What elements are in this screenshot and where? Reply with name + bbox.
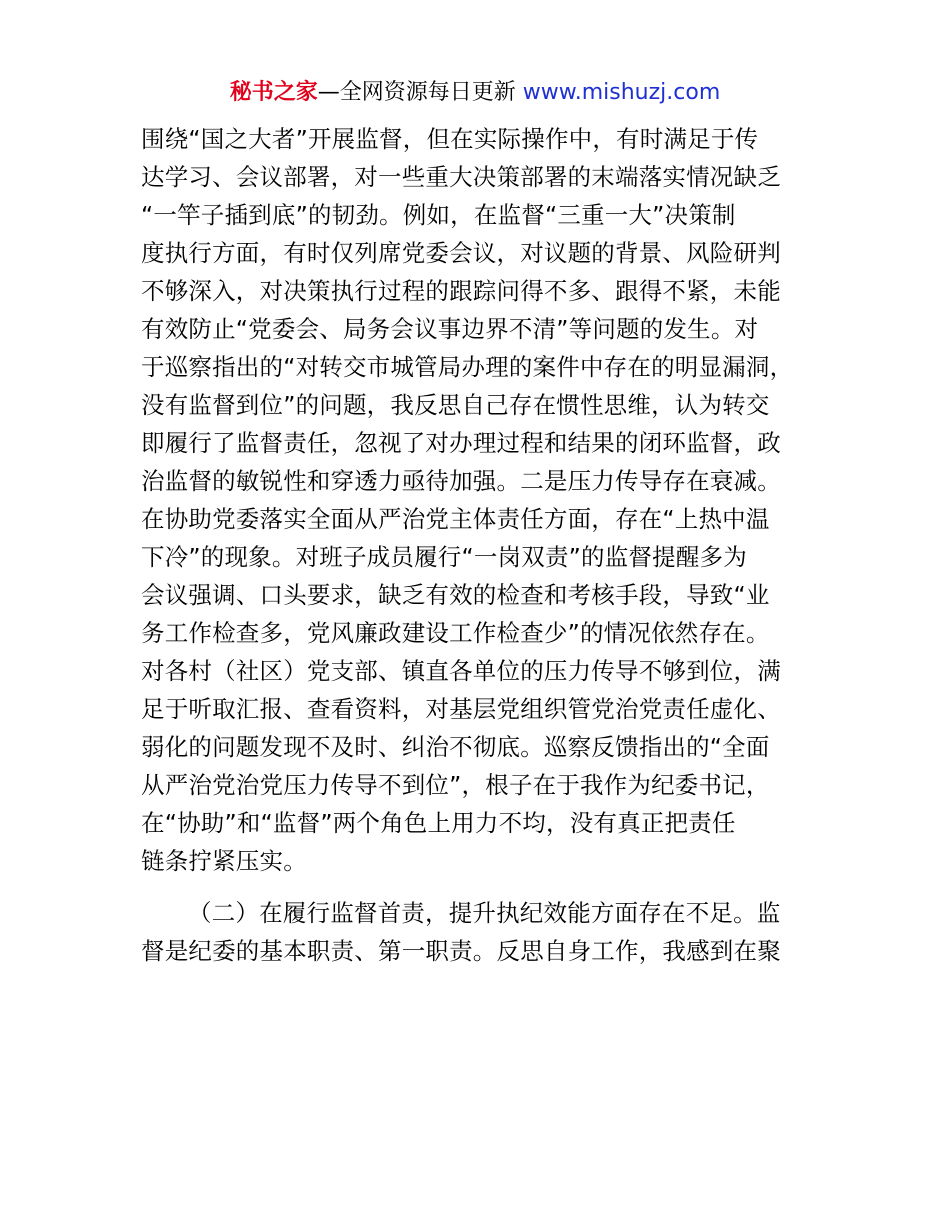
text-line: 于巡察指出的“对转交市城管局办理的案件中存在的明显漏洞， (141, 353, 794, 381)
text-line: 度执行方面，有时仅列席党委会议，对议题的背景、风险研判 (141, 239, 781, 267)
paragraph-gap (141, 880, 841, 894)
site-brand: 秘书之家 (229, 80, 318, 105)
text-line: 达学习、会议部署，对一些重大决策部署的末端落实情况缺乏 (141, 163, 781, 191)
text-line: 即履行了监督责任，忽视了对办理过程和结果的闭环监督，政 (141, 429, 781, 457)
text-line: 有效防止“党委会、局务会议事边界不清”等问题的发生。对 (141, 315, 759, 343)
page-header (0, 78, 950, 108)
paragraph-2 (141, 894, 841, 970)
text-line: 弱化的问题发现不及时、纠治不彻底。巡察反馈指出的“全面 (141, 733, 770, 761)
text-line: 没有监督到位”的问题，我反思自己存在惯性思维，认为转交 (141, 391, 770, 419)
text-line: 足于听取汇报、查看资料，对基层党组织管党治党责任虚化、 (141, 695, 781, 723)
site-tagline: —全网资源每日更新 (317, 80, 523, 105)
text-line: 链条拧紧压实。 (141, 847, 307, 875)
site-url[interactable]: www.mishuzj.com (522, 80, 721, 105)
paragraph-1 (141, 120, 841, 880)
text-line: （二）在履行监督首责，提升执纪效能方面存在不足。监 (188, 899, 781, 927)
document-body (141, 120, 841, 970)
text-line: 务工作检查多，党风廉政建设工作检查少”的情况依然存在。 (141, 619, 770, 647)
text-line: 治监督的敏锐性和穿透力亟待加强。二是压力传导存在衰减。 (141, 467, 781, 495)
text-line: 在协助党委落实全面从严治党主体责任方面，存在“上热中温 (141, 505, 770, 533)
text-line: 督是纪委的基本职责、第一职责。反思自身工作，我感到在聚 (141, 937, 781, 965)
text-line: 从严治党治党压力传导不到位”，根子在于我作为纪委书记， (141, 771, 770, 799)
text-line: 围绕“国之大者”开展监督，但在实际操作中，有时满足于传 (141, 125, 759, 153)
text-line: 在“协助”和“监督”两个角色上用力不均，没有真正把责任 (141, 809, 736, 837)
text-line: “一竿子插到底”的韧劲。例如，在监督“三重一大”决策制 (141, 201, 736, 229)
text-line: 对各村（社区）党支部、镇直各单位的压力传导不够到位，满 (141, 657, 781, 685)
text-line: 下冷”的现象。对班子成员履行“一岗双责”的监督提醒多为 (141, 543, 747, 571)
text-line: 不够深入，对决策执行过程的跟踪问得不多、跟得不紧，未能 (141, 277, 781, 305)
text-line: 会议强调、口头要求，缺乏有效的检查和考核手段，导致“业 (141, 581, 770, 609)
